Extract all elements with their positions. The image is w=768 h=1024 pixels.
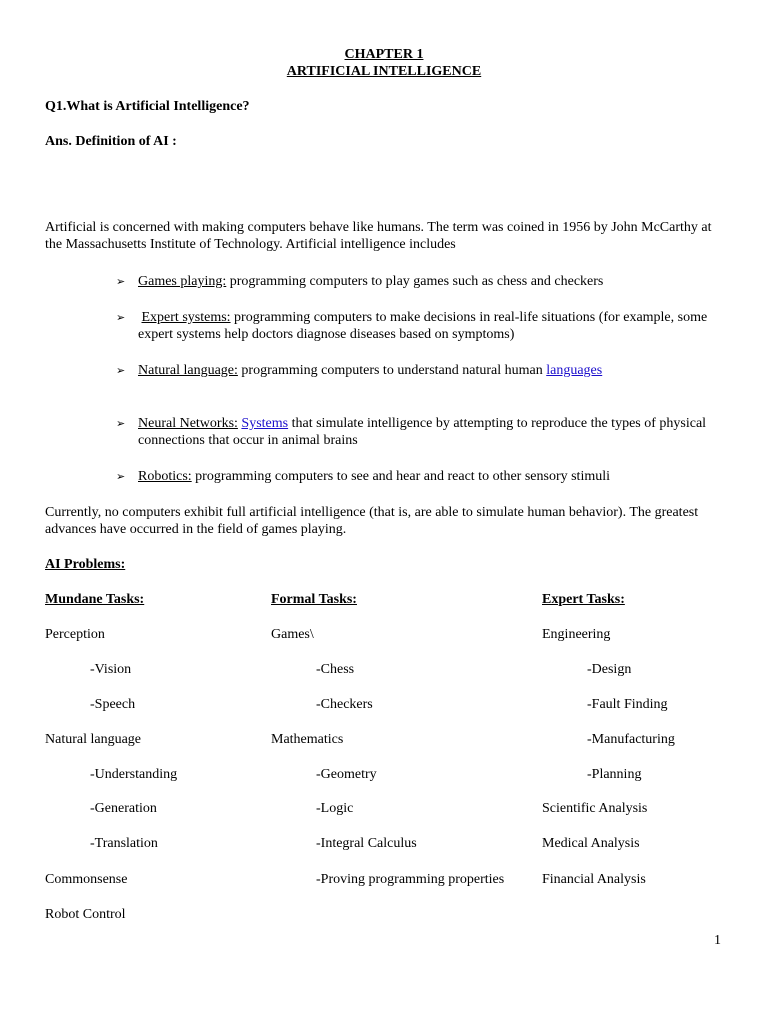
expert-tasks-heading: Expert Tasks: (542, 592, 625, 607)
page-number: 1 (714, 933, 721, 948)
formal-item: Mathematics (271, 732, 344, 747)
expert-item: Financial Analysis (542, 872, 646, 887)
question-heading: Q1.What is Artificial Intelligence? (45, 99, 250, 114)
arrowhead-bullet-icon: ➢ (116, 364, 126, 377)
mundane-item: -Vision (90, 662, 132, 677)
arrowhead-bullet-icon: ➢ (116, 470, 126, 483)
arrowhead-bullet-icon: ➢ (116, 275, 126, 288)
formal-item: -Chess (316, 662, 355, 677)
mundane-item: -Translation (90, 836, 158, 851)
bullet-term: Natural language: (138, 363, 238, 378)
mundane-item: -Generation (90, 801, 157, 816)
bullet-text: programming computers to understand natural human (237, 363, 547, 378)
bullet-text: that simulate intelligence by attempting to reproduce the types of physical connections that occur in animal brains (138, 416, 707, 448)
expert-item: Medical Analysis (542, 836, 640, 851)
answer-heading: Ans. Definition of AI : (45, 134, 177, 149)
formal-item: -Geometry (316, 767, 377, 782)
expert-item: -Design (587, 662, 632, 677)
expert-item: -Planning (587, 767, 642, 782)
expert-item: -Manufacturing (587, 732, 675, 747)
expert-item: -Fault Finding (587, 697, 668, 712)
mundane-tasks-heading: Mundane Tasks: (45, 592, 145, 607)
bullet-term: Expert systems: (141, 310, 231, 325)
formal-item: -Checkers (316, 697, 373, 712)
problems-heading: AI Problems: (45, 557, 126, 572)
intro-paragraph: Artificial is concerned with making computers behave like humans. The term was coined in 1956 by John McCarthy at the Massachusetts Institute of Technology. Artificial intelligence includes (45, 220, 712, 252)
systems-link[interactable]: Systems (241, 416, 289, 431)
languages-link[interactable]: languages (546, 363, 603, 378)
chapter-label: CHAPTER 1 (344, 47, 424, 62)
bullet-term: Games playing: (138, 274, 227, 289)
mundane-item: -Understanding (90, 767, 178, 782)
formal-item: -Proving programming properties (316, 872, 505, 887)
formal-tasks-heading: Formal Tasks: (271, 592, 357, 607)
mundane-item: -Speech (90, 697, 136, 712)
expert-item: Engineering (542, 627, 611, 642)
conclusion-paragraph: Currently, no computers exhibit full artificial intelligence (that is, are able to simulate human behavior). The greatest advances have occurred in the field of games playing. (45, 505, 699, 537)
bullet-text: programming computers to see and hear and react to other sensory stimuli (191, 469, 610, 484)
arrowhead-bullet-icon: ➢ (116, 417, 126, 430)
expert-item: Scientific Analysis (542, 801, 648, 816)
bullet-text: programming computers to play games such as chess and checkers (226, 274, 604, 289)
mundane-item: Perception (45, 627, 105, 642)
mundane-item: Natural language (45, 732, 142, 747)
formal-item: -Integral Calculus (316, 836, 417, 851)
chapter-title: ARTIFICIAL INTELLIGENCE (286, 64, 482, 79)
formal-item: Games\ (271, 627, 314, 642)
bullet-text: programming computers to make decisions in real-life situations (for example, some expert systems help doctors diagnose diseases based on symptoms) (138, 310, 708, 342)
bullet-term: Robotics: (138, 469, 192, 484)
bullet-term: Neural Networks: (138, 416, 238, 431)
arrowhead-bullet-icon: ➢ (116, 311, 126, 324)
mundane-item: Commonsense (45, 872, 128, 887)
formal-item: -Logic (316, 801, 354, 816)
mundane-item: Robot Control (45, 907, 126, 922)
